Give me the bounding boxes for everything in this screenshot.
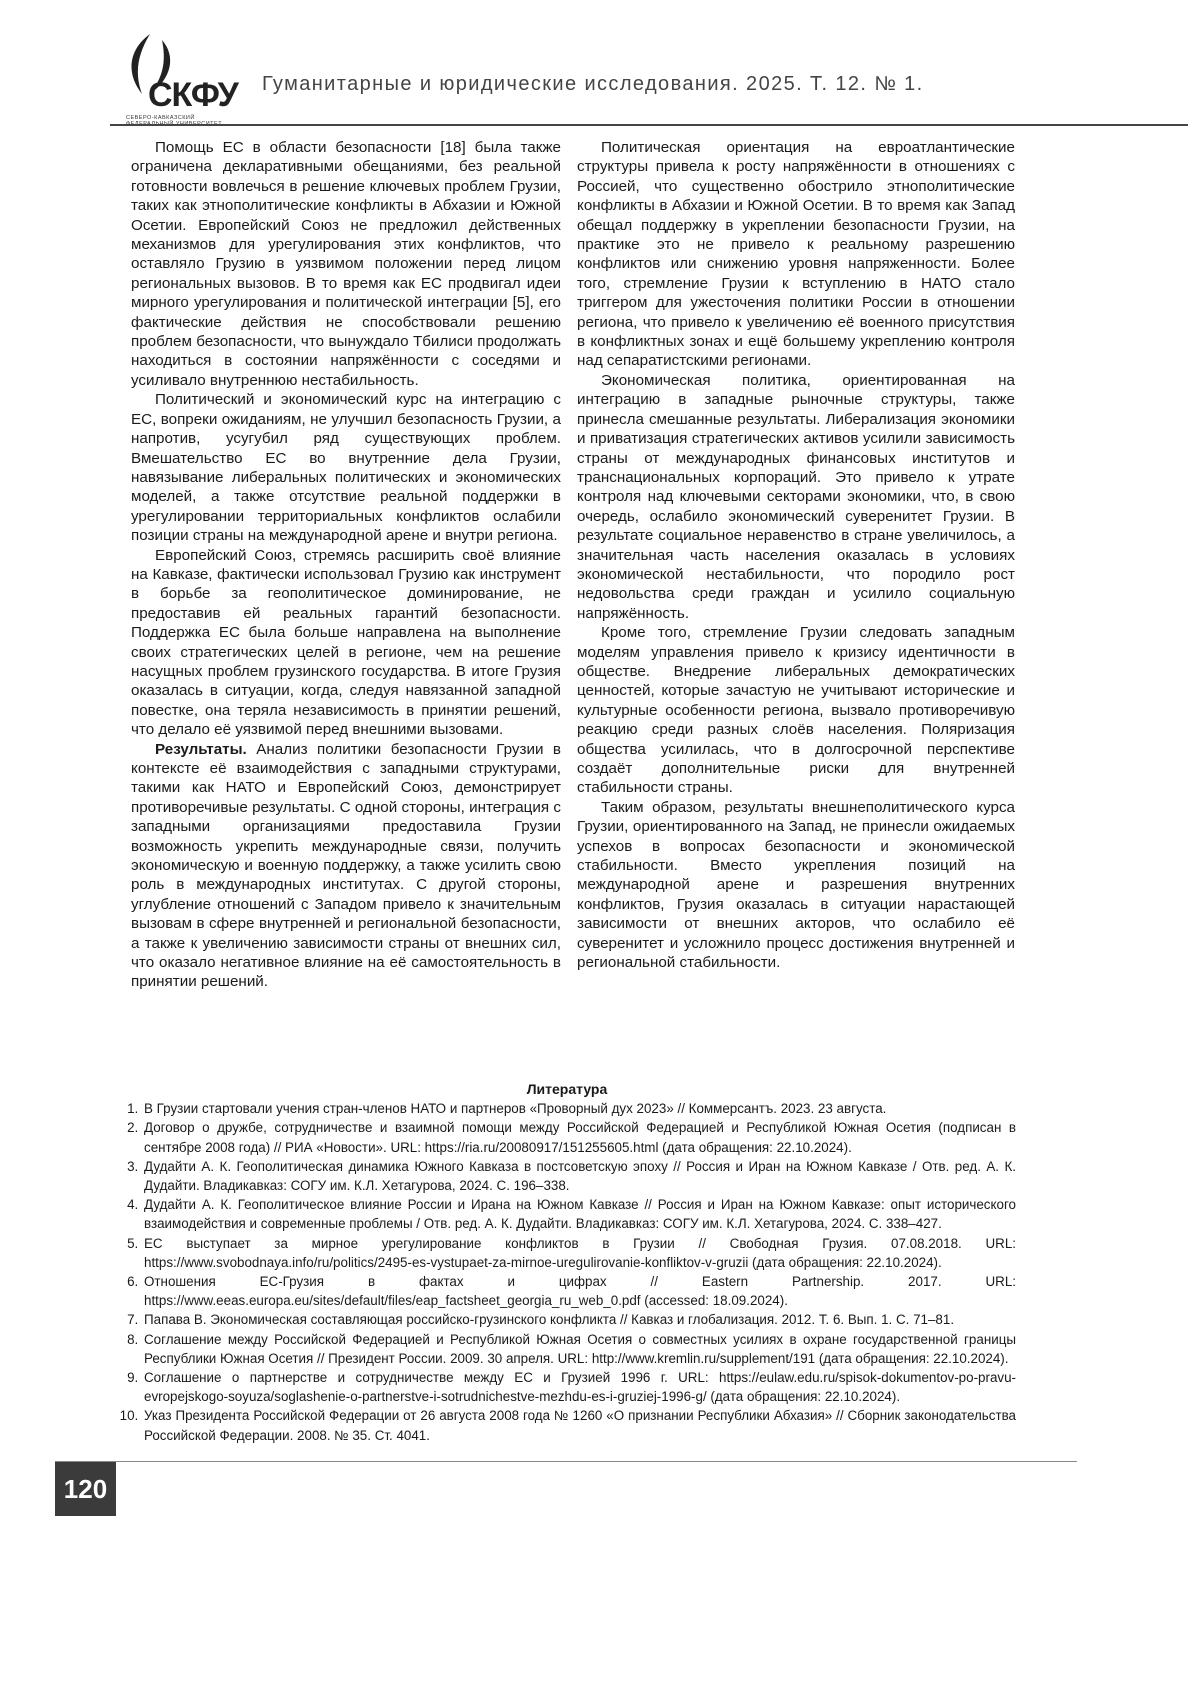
footer-divider [55, 1461, 1077, 1462]
reference-item: 7. Папава В. Экономическая составляющая российско-грузинского конфликта // Кавказ и глобализация. 2012. Т. 6. Вып. 1. С. 71–81. [142, 1310, 1016, 1329]
paragraph: Экономическая политика, ориентированная на интеграцию в западные рыночные структуры, также принесла смешанные результаты. Либерализация экономики и приватизация стратегических активов усилили зависимость страны от международных финансовых институтов и транснациональных корпораций. Это привело к утрате контроля над ключевыми секторами экономики, что, в свою очередь, ослабило экономический суверенитет Грузии. В результате социальное неравенство в стране увеличилось, а значительная часть населения оказалась в условиях экономической нестабильности, что породило рост недовольства среди граждан и усилило социальную напряжённость. [577, 371, 1015, 623]
paragraph: Кроме того, стремление Грузии следовать западным моделям управления привело к кризису идентичности в обществе. Внедрение либеральных демократических ценностей, которые зачастую не учитывают исторические и культурные особенности региона, вызвало противоречивую реакцию среди разных слоёв населения. Поляризация общества усилилась, что в долгосрочной перспективе создаёт дополнительные риски для внутренней стабильности страны. [577, 623, 1015, 798]
references-title: Литература [118, 1080, 1016, 1099]
university-logo [118, 32, 248, 124]
paragraph: Политическая ориентация на евроатлантические структуры привела к росту напряжённости в отношениях с Россией, что существенно обострило этнополитические конфликты в Абхазии и Южной Осетии. В то время как Запад обещал поддержку в укреплении безопасности Грузии, на практике это не привело к реальному разрешению конфликтов или снижению уровня напряженности. Более того, стремление Грузии к вступлению в НАТО стало триггером для ужесточения политики России в отношении региона, что привело к увеличению её военного присутствия в конфликтных зонах и ещё большему укреплению контроля над сепаратистскими регионами. [577, 138, 1015, 371]
page-number: 120 [55, 1462, 116, 1516]
reference-item: 2. Договор о дружбе, сотрудничестве и взаимной помощи между Российской Федерацией и Республикой Южная Осетия (подписан в сентябре 2008 года) // РИА «Новости». URL: https://ria.ru/20080917/151255605.html (дата обращения: 22.10.2024). [142, 1118, 1016, 1156]
reference-item: 10. Указ Президента Российской Федерации от 26 августа 2008 года № 1260 «О признании Республики Абхазия» // Сборник законодательства Российской Федерации. 2008. № 35. Ст. 4041. [142, 1406, 1016, 1444]
paragraph: Помощь ЕС в области безопасности [18] была также ограничена декларативными обещаниями, без реальной готовности вовлечься в решение ключевых проблем Грузии, таких как этнополитические конфликты в Абхазии и Южной Осетии. Европейский Союз не предложил действенных механизмов для урегулирования этих конфликтов, что оставляло Грузию в уязвимом положении перед лицом региональных вызовов. В то время как ЕС продвигал идеи мирного урегулирования и политической интеграции [5], его фактические действия не способствовали решению проблем безопасности, что вынуждало Тбилиси продолжать находиться в состоянии напряжённости с соседями и усиливало внутреннюю нестабильность. [131, 138, 561, 390]
references-list [118, 1099, 1016, 1445]
results-text: Анализ политики безопасности Грузии в контексте её взаимодействия с западными структурами, такими как НАТО и Европейский Союз, демонстрирует противоречивые результаты. С одной стороны, интеграция с западными организациями предоставила Грузии возможность укрепить международные связи, получить экономическую и военную поддержку, а также усилить свою роль в международных институтах. С другой стороны, углубление отношений с Западом привело к значительным вызовам в сфере внутренней и региональной безопасности, а также к увеличению зависимости страны от внешних сил, что оказало негативное влияние на её самостоятельность в принятии решений. [131, 741, 561, 991]
reference-item: 1. В Грузии стартовали учения стран-членов НАТО и партнеров «Проворный дух 2023» // Коммерсантъ. 2023. 23 августа. [142, 1099, 1016, 1118]
results-paragraph [131, 740, 561, 992]
reference-item: 8. Соглашение между Российской Федерацией и Республикой Южная Осетия о совместных усилиях в охране государственной границы Республики Южная Осетия // Президент России. 2009. 30 апреля. URL: http://www.kremlin.ru/supplement/191 (дата обращения: 22.10.2024). [142, 1330, 1016, 1368]
reference-item: 9. Соглашение о партнерстве и сотрудничестве между ЕС и Грузией 1996 г. URL: https://eulaw.edu.ru/spisok-dokumentov-po-pravu-evropejskogo-soyuza/soglashenie-o-partnerstve-i-sotrudnichestve-mezhdu-es-i-gruziej-1996-g/ (дата обращения: 22.10.2024). [142, 1368, 1016, 1406]
reference-item: 6. Отношения ЕС-Грузия в фактах и цифрах // Eastern Partnership. 2017. URL: https://www.eeas.europa.eu/sites/default/files/eap_factsheet_georgia_ru_web_0.pdf (accessed: 18.09.2024). [142, 1272, 1016, 1310]
reference-item: 5. ЕС выступает за мирное урегулирование конфликтов в Грузии // Свободная Грузия. 07.08.2018. URL: https://www.svobodnaya.info/ru/politics/2495-es-vystupaet-za-mirnoe-uregulirovanie-konfliktov-v-gruzii (дата обращения: 22.10.2024). [142, 1234, 1016, 1272]
right-column [577, 138, 1015, 972]
logo-subtitle-line: СЕВЕРО-КАВКАЗСКИЙ [126, 115, 222, 121]
journal-title: Гуманитарные и юридические исследования. 2025. Т. 12. № 1. [262, 73, 924, 96]
reference-item: 4. Дудайти А. К. Геополитическое влияние России и Ирана на Южном Кавказе // Россия и Иран на Южном Кавказе: опыт исторического взаимодействия и современные проблемы / Отв. ред. А. К. Дудайти. Владикавказ: СОГУ им. К.Л. Хетагурова, 2024. С. 338–427. [142, 1195, 1016, 1233]
paragraph: Таким образом, результаты внешнеполитического курса Грузии, ориентированного на Запад, не принесли ожидаемых успехов в вопросах безопасности и экономической стабильности. Вместо укрепления позиций на международной арене и разрешения внутренних конфликтов, Грузия оказалась в ситуации нарастающей зависимости от внешних акторов, что ослабило её суверенитет и усложнило процесс достижения внутренней и региональной стабильности. [577, 798, 1015, 973]
results-label: Результаты. [155, 741, 247, 758]
logo-text: СКФУ [148, 76, 238, 115]
paragraph: Политический и экономический курс на интеграцию с ЕС, вопреки ожиданиям, не улучшил безопасность Грузии, а напротив, усугубил ряд существующих проблем. Вмешательство ЕС во внутренние дела Грузии, навязывание либеральных политических и экономических моделей, а также отсутствие реальной поддержки в урегулировании территориальных конфликтов ослабили позиции страны на международной арене и внутри региона. [131, 390, 561, 545]
left-column [131, 138, 561, 992]
paragraph: Европейский Союз, стремясь расширить своё влияние на Кавказе, фактически использовал Грузию как инструмент в борьбе за геополитическое доминирование, не предоставив ей реальных гарантий безопасности. Поддержка ЕС была больше направлена на выполнение своих стратегических целей в регионе, чем на решение насущных проблем грузинского государства. В итоге Грузия оказалась в ситуации, когда, следуя навязанной западной повестке, она теряла независимость в принятии решений, что делало её уязвимой перед внешними вызовами. [131, 546, 561, 740]
reference-item: 3. Дудайти А. К. Геополитическая динамика Южного Кавказа в постсоветскую эпоху // Россия и Иран на Южном Кавказе / Отв. ред. А. К. Дудайти. Владикавказ: СОГУ им. К.Л. Хетагурова, 2024. С. 196–338. [142, 1157, 1016, 1195]
header-divider [110, 124, 1188, 126]
references-section [118, 1080, 1016, 1445]
